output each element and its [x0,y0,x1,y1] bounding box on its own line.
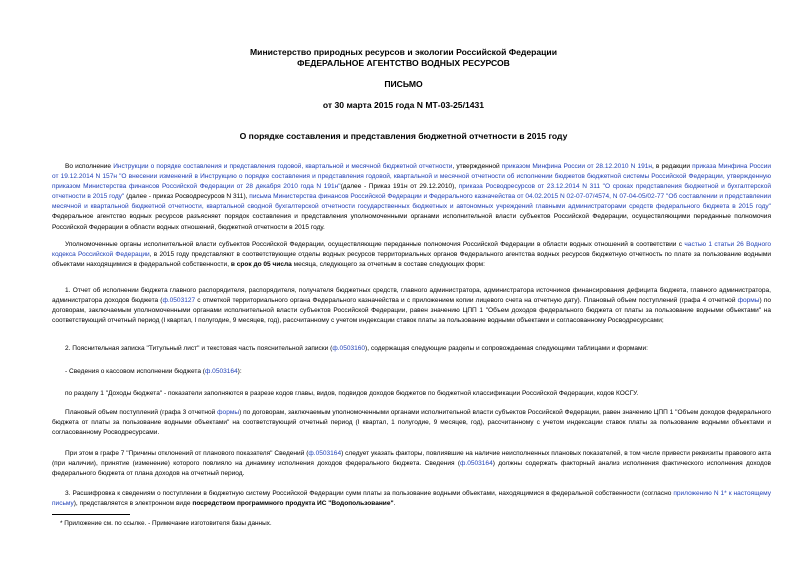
text-run: ) должны содержать факторный анализ исполнения фактического исполнения доходов федерального бюджета от плана доходов на отчетный период. [52,460,771,478]
link-order-311[interactable]: приказа Росводресурсов от 23.12.2014 N 311 "О сроках представления бюджетной и бухгалтерской отчетности в 2015 году" [52,183,771,201]
text-run: - Сведения о кассовом исполнении бюджета ( [65,368,205,375]
text-run: При этом в графе 7 "Причины отклонений от планового показателя" Сведений ( [65,450,309,457]
text-run: ) следует указать факторы, повлиявшие на наличие неисполненных плановых показателей, в том числе привести реквизиты правового акта (при наличии), принятие (изменение) которого повлияло на динамику исполнения доходов федерального бюджета. Сведения ( [52,450,772,468]
link-form[interactable]: формы [737,297,760,305]
paragraph-item-1 [52,286,771,326]
link-form[interactable]: формы [217,409,240,416]
text-run: месяца, следующего за отчетным в составе следующих форм: [291,261,485,269]
text-run: . [393,500,396,508]
deadline-text: в срок до 05 числа [230,261,292,269]
paragraph-item-2 [52,344,771,354]
text-run: ), содержащая следующие разделы и сопровождаемая следующими таблицами и формами: [365,345,648,352]
paragraph-deviation-reasons [52,449,771,479]
text-run: ), представляется в электронном виде [73,500,193,508]
text-run: ): [237,368,242,375]
text-run: 2. Пояснительная записка "Титульный лист" и текстовая часть пояснительной записки ( [65,345,333,352]
software-product-text: посредством программного продукта ИС "Водопользование" [192,500,394,508]
text-run: 1. Отчет об исполнении бюджета главного распорядителя, распорядителя, получателя бюджетных средств, главного администратора, администратора источников финансирования дефицита бюджета, главного администратора, администратора доходов бюджета ( [52,287,771,305]
link-letter-minfin[interactable]: письма Министерства финансов Российской Федерации и Федерального казначейства от 04.02.2015 N 02-07-07/4574, N 07-04-05/02-77 "Об составлении и представлении месячной и квартальной бюджетной отчетности, квартальной сводной бухгалтерской отчетности государственных бюджетных и автономных учреждений главными администраторами средств федерального бюджета в 2015 году" [52,193,771,211]
text-run: Уполномоченные органы исполнительной власти субъектов Российской Федерации, осуществляющие переданные полномочия Российской Федерации в области водных отношений в соответствии с [65,241,685,248]
text-run: , в 2015 году представляют в соответствующие отделы водных ресурсов территориальных органов Федерального агентства водных ресурсов бюджетную отчетность по плате за пользование водными объектами находящимися в федеральной собственности, [52,251,771,269]
text-run: , утвержденной [452,163,502,170]
link-form-0503160[interactable]: ф.0503160 [332,345,366,352]
footnote: * Приложение см. по ссылке. - Примечание изготовителя базы данных. [60,520,272,527]
paragraph-item-3 [52,489,771,509]
link-order-157n[interactable]: приказа Минфина России от 19.12.2014 N 157н "О внесении изменений в Инструкцию о порядке составления и представления годовой, квартальной и месячной отчетности об исполнении бюджетов бюджетной системы Российской Федерации, утвержденную приказом Министерства финансов Российской Федерации от 28 декабря 2010 года N 191н" [52,163,772,191]
link-form-0503127[interactable]: ф.0503127 [162,297,196,305]
paragraph-intro [52,162,771,233]
text-run: 3. Расшифровка к сведениям о поступлении в бюджетную систему Российской Федерации сумм платы за пользование водными объектами, находящимися в федеральной собственности (согласно [65,490,674,497]
paragraph-cash-execution [52,367,771,377]
footnote-divider [52,514,130,515]
link-form-0503164[interactable]: ф.0503164 [460,460,493,468]
document-type: ПИСЬМО [384,79,423,89]
link-order-191n[interactable]: приказом Минфина России от 28.12.2010 N 191н [501,163,652,170]
text-run: , в редакции [652,163,693,170]
document-date-number: от 30 марта 2015 года N МТ-03-25/1431 [322,100,485,110]
ministry-name: Министерство природных ресурсов и экологии Российской Федерации [250,47,557,57]
link-form-0503164[interactable]: ф.0503164 [308,450,342,457]
document-subject: О порядке составления и представления бюджетной отчетности в 2015 году [239,131,568,141]
agency-name: ФЕДЕРАЛЬНОЕ АГЕНТСТВО ВОДНЫХ РЕСУРСОВ [297,58,510,68]
text-run: ) по договорам, заключаемым уполномоченными органами исполнительной власти субъектов Российской Федерации, равен значению ЦПП 1 "Объем доходов федерального бюджета от платы за пользование водными объектами" на соответствующий отчетный период (I квартал, 1 полугодие, 9 месяцев, год), рассчитанному с учетом индексации ставок платы за пользование водными объектами и согласованному Росводресурсами. [52,409,771,437]
text-run: (далее - приказ Росводресурсов N 311), [124,193,250,201]
text-run: (далее - Приказ 191н от 29.12.2010), [340,183,459,191]
link-appendix-1[interactable]: приложению N 1* к настоящему письму [52,490,771,508]
text-run: Плановый объем поступлений (графа 3 отчетной [65,409,218,416]
text-run: Федеральное агентство водных ресурсов разъясняет порядок составления и представления уполномоченными органами исполнительной власти субъектов Российской Федерации, осуществляющими переданные полномочия Российской Федерации в области водных отношений, бюджетной отчетности в 2015 году. [52,213,771,231]
paragraph-planned-volume [52,408,771,438]
text-run: Во исполнение [65,163,114,170]
text-run: с отметкой территориального органа Федерального казначейства и с приложением копии лицевого счета на отчетную дату). Плановый объем поступлений (графа 4 отчетной [195,297,738,305]
text-run: ) по договорам, заключаемым уполномоченными органами исполнительной власти субъектов Российской Федерации, равен значению ЦПП 1 "Объем доходов федерального бюджета от платы за пользование водными объектами" на соответствующий отчетный период (I квартал, I полугодие, 9 месяцев, год), рассчитанному с учетом индексации ставок платы за пользование водными объектами и согласованному Росводресурсами; [52,297,771,325]
link-instruction[interactable]: Инструкции о порядке составления и представления годовой, квартальной и месячной бюджетной отчетности [113,163,453,170]
link-form-0503164[interactable]: ф.0503164 [204,368,238,375]
paragraph-section-1: по разделу 1 "Доходы бюджета" - показатели заполняются в разрезе кодов главы, видов, подвидов доходов бюджетов по бюджетной классификации Российской Федерации, кодов КОСГУ. [65,390,639,397]
link-water-code[interactable]: частью 1 статьи 26 Водного кодекса Российской Федерации [52,241,771,259]
paragraph-authorities [52,240,771,270]
